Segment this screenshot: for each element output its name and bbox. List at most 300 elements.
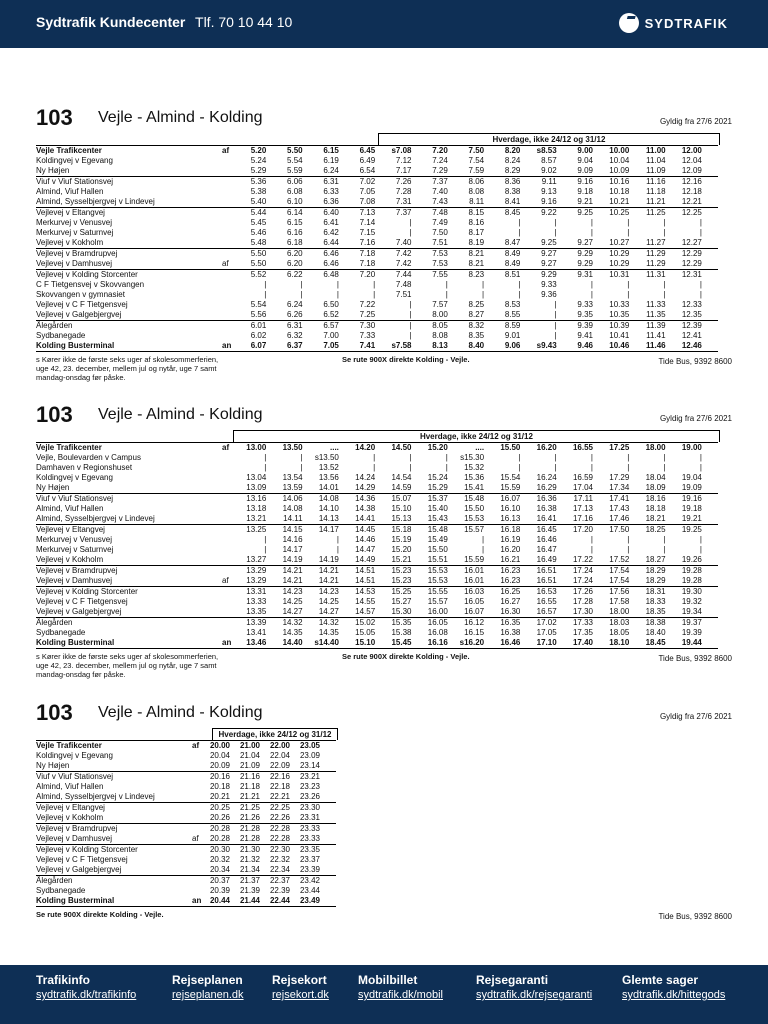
footer-link-rejseplanen[interactable] — [172, 973, 244, 1001]
stop-name: Ny Højen — [36, 166, 70, 175]
departure-time: 15.23 — [391, 566, 412, 575]
departure-time: 20.09 — [209, 761, 230, 770]
departure-time: 9.04 — [577, 156, 593, 165]
departure-time: 15.49 — [427, 535, 448, 544]
departure-time: 9.27 — [541, 259, 557, 268]
departure-time: 22.32 — [269, 855, 290, 864]
departure-time: 8.11 — [469, 197, 485, 206]
route-reference-note: Se rute 900X direkte Kolding - Vejle. — [342, 355, 470, 364]
departure-time: 11.46 — [646, 341, 666, 350]
departure-time: | — [554, 228, 557, 237]
stop-name: Koldingvej v Egevang — [36, 751, 113, 760]
departure-time: 21.00 — [239, 741, 260, 750]
departure-time: 12.21 — [681, 197, 702, 206]
footer-link-mobilbillet[interactable] — [358, 973, 443, 1001]
stop-name: Vejlevej v Bramdrupvej — [36, 249, 118, 258]
timetable-row — [36, 761, 336, 771]
departure-time: s14.40 — [314, 638, 339, 647]
footer-link-rejsegaranti[interactable] — [476, 973, 592, 1001]
departure-time: 14.21 — [282, 566, 303, 575]
departure-time: | — [482, 280, 485, 289]
departure-time: | — [699, 545, 702, 554]
departure-time: 17.41 — [609, 494, 630, 503]
departure-time: 6.22 — [287, 270, 303, 279]
departure-time: 5.29 — [250, 166, 267, 175]
departure-time: 15.21 — [391, 555, 412, 564]
timetable-row — [36, 576, 718, 586]
departure-time: 17.30 — [572, 607, 593, 616]
departure-time: 22.16 — [269, 772, 290, 781]
departure-time: 9.25 — [541, 238, 557, 247]
stop-name: Vejlevej v Kolding Storcenter — [36, 270, 138, 279]
departure-time: 20.04 — [209, 751, 230, 760]
timetable-row — [36, 197, 718, 207]
departure-time: 12.25 — [681, 208, 702, 217]
departure-time: 18.10 — [609, 638, 630, 647]
departure-time: 11.04 — [646, 156, 666, 165]
footer-link-url[interactable]: rejsekort.dk — [272, 989, 329, 1001]
departure-time: 9.41 — [577, 331, 593, 340]
departure-time: 20.28 — [209, 824, 230, 833]
departure-time: 14.11 — [283, 514, 303, 523]
departure-time: 14.59 — [391, 483, 412, 492]
departure-time: 20.34 — [209, 865, 230, 874]
departure-time: 16.23 — [500, 566, 521, 575]
departure-time: 22.34 — [269, 865, 290, 874]
departure-time: 6.37 — [287, 341, 303, 350]
departure-time: 16.59 — [572, 473, 593, 482]
stop-name: Ålegården — [36, 321, 73, 330]
stop-name: C F Tietgensvej v Skovvangen — [36, 280, 145, 289]
stop-name: Vejlevej v Eltangvej — [36, 803, 105, 812]
departure-time: 13.56 — [318, 473, 339, 482]
departure-time: 10.00 — [609, 146, 630, 155]
valid-from: Gyldig fra 27/6 2021 — [659, 117, 732, 126]
departure-time: 16.15 — [464, 628, 485, 637]
departure-time: 15.07 — [391, 494, 412, 503]
departure-time: | — [554, 463, 557, 472]
departure-time: 11.18 — [646, 187, 666, 196]
departure-time: 16.47 — [536, 545, 557, 554]
departure-time: 8.00 — [432, 310, 448, 319]
departure-time: | — [264, 290, 267, 299]
departure-time: 16.45 — [536, 525, 557, 534]
departure-time: 10.33 — [609, 300, 630, 309]
departure-time: 16.01 — [464, 576, 485, 585]
timetable-row — [36, 228, 718, 238]
departure-time: 14.51 — [355, 566, 376, 575]
departure-time: 7.42 — [395, 259, 412, 268]
departure-time: 23.49 — [299, 896, 320, 905]
timetable-row — [36, 280, 718, 290]
departure-time: 17.35 — [572, 628, 593, 637]
customer-center — [36, 14, 292, 30]
departure-time: 16.51 — [536, 576, 557, 585]
departure-time: 16.01 — [464, 566, 485, 575]
departure-time: | — [336, 280, 339, 289]
departure-time: | — [663, 453, 666, 462]
stop-name: Vejlevej v Bramdrupvej — [36, 566, 118, 575]
arrival-departure-marker: an — [222, 341, 232, 350]
departure-time: 22.09 — [269, 761, 290, 770]
departure-time: | — [554, 310, 557, 319]
departure-time: 16.35 — [500, 618, 521, 627]
departure-time: 16.41 — [536, 514, 557, 523]
departure-time: | — [373, 453, 376, 462]
timetable-row — [36, 166, 718, 176]
departure-time: 8.24 — [504, 156, 521, 165]
departure-time: | — [518, 453, 521, 462]
footer-link-title: Glemte sager — [622, 973, 699, 987]
departure-time: 7.18 — [359, 259, 376, 268]
departure-time: 6.10 — [287, 197, 303, 206]
arrival-departure-marker: af — [192, 741, 200, 750]
departure-time: 7.02 — [359, 177, 376, 186]
footer-link-url[interactable]: rejseplanen.dk — [172, 989, 244, 1001]
departure-time: 10.35 — [609, 310, 630, 319]
timetable-row — [36, 331, 718, 341]
departure-time: 15.20 — [427, 443, 448, 452]
departure-time: 15.20 — [391, 545, 412, 554]
departure-time: | — [554, 218, 557, 227]
departure-time: 18.35 — [645, 607, 666, 616]
departure-time: 13.18 — [246, 504, 267, 513]
stop-name: Koldingvej v Egevang — [36, 156, 113, 165]
departure-time: | — [336, 545, 339, 554]
departure-time: 22.26 — [269, 813, 290, 822]
departure-time: 6.42 — [323, 228, 339, 237]
departure-time: 14.01 — [318, 483, 339, 492]
departure-time: 15.18 — [391, 525, 412, 534]
departure-time: | — [518, 228, 521, 237]
route-reference-note: Se rute 900X direkte Kolding - Vejle. — [36, 910, 164, 919]
header-title: Sydtrafik Kundecenter — [36, 14, 186, 30]
departure-time: 9.25 — [577, 208, 593, 217]
departure-time: 5.50 — [250, 259, 267, 268]
footer-link-trafikinfo[interactable] — [36, 973, 136, 1001]
departure-time: 7.13 — [359, 208, 376, 217]
departure-time: 18.38 — [645, 618, 666, 627]
departure-time: 8.06 — [468, 177, 485, 186]
departure-time: 19.18 — [681, 504, 702, 513]
departure-time: 12.39 — [681, 321, 702, 330]
departure-time: | — [590, 228, 593, 237]
departure-time: 17.54 — [609, 566, 630, 575]
departure-time: 14.15 — [282, 525, 303, 534]
departure-time: 6.49 — [359, 156, 376, 165]
footer-link-title: Rejsekort — [272, 973, 327, 987]
departure-time: 17.11 — [573, 494, 593, 503]
departure-time: 19.09 — [681, 483, 702, 492]
departure-time: | — [590, 535, 593, 544]
departure-time: 6.48 — [323, 270, 339, 279]
departure-time: | — [590, 290, 593, 299]
departure-time: | — [699, 453, 702, 462]
departure-time: 7.14 — [359, 218, 376, 227]
departure-time: | — [445, 290, 448, 299]
departure-time: 7.15 — [359, 228, 376, 237]
departure-time: 6.08 — [287, 187, 303, 196]
departure-time: 17.40 — [572, 638, 593, 647]
stop-name: Viuf v Viuf Stationsvej — [36, 177, 114, 186]
departure-time: 6.41 — [323, 218, 339, 227]
departure-time: 8.05 — [432, 321, 448, 330]
departure-time: | — [699, 218, 702, 227]
footer-link-url[interactable]: sydtrafik.dk/rejsegaranti — [476, 989, 593, 1001]
departure-time: 21.21 — [239, 792, 260, 801]
stop-name: Vejle, Boulevarden v Campus — [36, 453, 141, 462]
departure-time: 12.16 — [681, 177, 702, 186]
stop-name: Vejlevej v C F Tietgensvej — [36, 597, 128, 606]
departure-time: | — [518, 280, 521, 289]
departure-time: 10.27 — [609, 238, 630, 247]
timetable-row — [36, 453, 718, 463]
timetable-row — [36, 300, 718, 310]
departure-time: 8.32 — [468, 321, 485, 330]
timetable-row — [36, 638, 718, 648]
departure-time: 5.44 — [250, 208, 267, 217]
departure-time: 14.51 — [355, 576, 376, 585]
departure-time: 7.48 — [432, 208, 448, 217]
departure-time: 20.44 — [209, 896, 230, 905]
departure-time: 7.18 — [359, 249, 376, 258]
departure-time: 16.30 — [500, 607, 521, 616]
departure-time: 16.29 — [536, 483, 557, 492]
departure-time: 18.16 — [645, 494, 666, 503]
departure-time: | — [699, 463, 702, 472]
departure-time: 9.16 — [577, 177, 593, 186]
departure-time: | — [409, 228, 412, 237]
stop-name: Vejlevej v Kokholm — [36, 555, 104, 564]
departure-time: 14.17 — [282, 545, 303, 554]
departure-time: 5.56 — [250, 310, 267, 319]
stop-name: Vejlevej v C F Tietgensvej — [36, 855, 128, 864]
departure-time: 7.20 — [359, 270, 376, 279]
timetable-row — [36, 463, 718, 473]
departure-time: 15.35 — [391, 618, 412, 627]
departure-time: 8.25 — [468, 300, 485, 309]
departure-time: 16.24 — [536, 473, 557, 482]
departure-time: 8.20 — [504, 146, 521, 155]
departure-time: 7.12 — [395, 156, 412, 165]
departure-time: 16.21 — [500, 555, 521, 564]
departure-time: | — [409, 463, 412, 472]
departure-time: 19.39 — [681, 628, 702, 637]
stop-name: Vejlevej v Kolding Storcenter — [36, 845, 138, 854]
timetable-row — [36, 607, 718, 617]
departure-time: 22.18 — [269, 782, 290, 791]
departure-time: 12.00 — [681, 146, 702, 155]
departure-time: 15.38 — [391, 628, 412, 637]
stop-name: Vejle Trafikcenter — [36, 741, 102, 750]
departure-time: 5.59 — [287, 166, 303, 175]
departure-time: 23.05 — [299, 741, 320, 750]
departure-time: 7.16 — [359, 238, 376, 247]
valid-from: Gyldig fra 27/6 2021 — [659, 712, 732, 721]
departure-time: 14.55 — [355, 597, 376, 606]
departure-time: 14.29 — [355, 483, 376, 492]
departure-time: 7.17 — [395, 166, 412, 175]
departure-time: 9.33 — [541, 280, 557, 289]
departure-time: 15.51 — [427, 555, 448, 564]
departure-time: 17.25 — [609, 443, 630, 452]
departure-time: | — [373, 463, 376, 472]
departure-time: 6.31 — [287, 321, 303, 330]
departure-time: 8.08 — [432, 331, 448, 340]
timetable-row — [36, 844, 336, 855]
departure-time: 7.28 — [395, 187, 412, 196]
departure-time: 15.59 — [464, 555, 485, 564]
departure-time: | — [264, 453, 267, 462]
arrival-departure-marker: af — [222, 576, 229, 585]
departure-time: 23.21 — [299, 772, 320, 781]
timetable-row — [36, 782, 336, 792]
departure-time: 12.04 — [681, 156, 702, 165]
departure-time: 17.20 — [572, 525, 593, 534]
departure-time: 14.25 — [282, 597, 303, 606]
departure-time: | — [590, 453, 593, 462]
departure-time: 14.38 — [355, 504, 376, 513]
departure-time: .... — [475, 443, 485, 452]
departure-time: 15.53 — [427, 576, 448, 585]
footer-link-url[interactable]: sydtrafik.dk/hittegods — [622, 989, 726, 1001]
departure-time: 13.33 — [246, 597, 267, 606]
timetable-row — [36, 545, 718, 555]
departure-time: | — [300, 463, 303, 472]
footer-link-url[interactable]: sydtrafik.dk/mobil — [358, 989, 443, 1001]
departure-time: 6.46 — [323, 249, 339, 258]
departure-time: 12.33 — [681, 300, 702, 309]
departure-time: 5.54 — [287, 156, 303, 165]
timetable-row — [36, 176, 718, 187]
departure-time: 6.14 — [287, 208, 303, 217]
departure-time: 14.08 — [282, 504, 303, 513]
departure-time: 5.45 — [250, 218, 267, 227]
stop-name: Almind, Viuf Hallen — [36, 782, 104, 791]
departure-time: 7.00 — [323, 331, 339, 340]
departure-time: | — [627, 228, 630, 237]
day-type-header: Hverdage, ikke 24/12 og 31/12 — [378, 133, 720, 145]
departure-time: 14.23 — [282, 587, 303, 596]
departure-time: 7.42 — [395, 249, 412, 258]
departure-time: 17.52 — [609, 555, 630, 564]
departure-time: | — [590, 280, 593, 289]
departure-time: | — [264, 280, 267, 289]
departure-time: | — [590, 545, 593, 554]
departure-time: 14.16 — [282, 535, 303, 544]
stop-name: Almind, Viuf Hallen — [36, 187, 104, 196]
footer-link-url[interactable]: sydtrafik.dk/trafikinfo — [36, 989, 137, 1001]
departure-time: 15.54 — [500, 473, 521, 482]
departure-time: | — [590, 463, 593, 472]
departure-time: 10.41 — [609, 331, 630, 340]
departure-time: 17.56 — [609, 587, 630, 596]
departure-time: 21.18 — [239, 782, 260, 791]
departure-time: 15.55 — [427, 587, 448, 596]
departure-time: 7.49 — [432, 218, 448, 227]
footer-link-glemte-sager[interactable] — [622, 973, 725, 1001]
departure-time: 12.18 — [681, 187, 702, 196]
departure-time: 16.49 — [536, 555, 557, 564]
departure-time: 8.55 — [504, 310, 521, 319]
departure-time: s7.58 — [391, 341, 412, 350]
departure-time: 22.39 — [269, 886, 290, 895]
departure-time: 23.26 — [299, 792, 320, 801]
timetable-row — [36, 310, 718, 320]
departure-time: 6.16 — [287, 228, 303, 237]
timetable-row — [36, 248, 718, 259]
departure-time: | — [699, 280, 702, 289]
departure-time: 6.36 — [323, 197, 339, 206]
departure-time: 7.29 — [432, 166, 448, 175]
departure-time: | — [264, 545, 267, 554]
departure-time: 5.36 — [250, 177, 267, 186]
stop-name: Almind, Sysselbjergvej v Lindevej — [36, 197, 155, 206]
departure-time: 15.23 — [391, 576, 412, 585]
departure-time: 9.21 — [577, 197, 593, 206]
departure-time: 23.37 — [299, 855, 320, 864]
timetable-grid — [36, 740, 336, 907]
departure-time: 17.13 — [572, 504, 593, 513]
footer-link-rejsekort[interactable] — [272, 973, 329, 1001]
departure-time: 15.30 — [391, 607, 412, 616]
timetable-row — [36, 751, 336, 761]
timetable-grid — [36, 145, 718, 352]
departure-time: 8.57 — [541, 156, 557, 165]
departure-time: 10.21 — [609, 197, 630, 206]
departure-time: 19.37 — [681, 618, 702, 627]
departure-time: 11.31 — [646, 270, 666, 279]
departure-time: 13.52 — [318, 463, 339, 472]
departure-time: 6.46 — [323, 259, 339, 268]
departure-time: 6.33 — [323, 187, 339, 196]
departure-time: 20.32 — [209, 855, 230, 864]
departure-time: 6.19 — [323, 156, 339, 165]
departure-time: 16.05 — [427, 618, 448, 627]
departure-time: 20.39 — [209, 886, 230, 895]
departure-time: 7.54 — [468, 156, 485, 165]
departure-time: 16.53 — [536, 587, 557, 596]
departure-time: 13.41 — [246, 628, 267, 637]
timetable-row — [36, 269, 718, 280]
departure-time: | — [627, 280, 630, 289]
departure-time: 11.21 — [646, 197, 666, 206]
departure-time: 16.12 — [464, 618, 485, 627]
departure-time: 14.21 — [318, 576, 339, 585]
timetable-row — [36, 771, 336, 782]
departure-time: 9.29 — [577, 259, 593, 268]
departure-time: 15.24 — [427, 473, 448, 482]
departure-time: 19.28 — [681, 566, 702, 575]
departure-time: 23.35 — [299, 845, 320, 854]
departure-time: 16.03 — [464, 587, 485, 596]
departure-time: 19.32 — [681, 597, 702, 606]
departure-time: 7.53 — [432, 249, 448, 258]
departure-time: 9.11 — [541, 177, 557, 186]
departure-time: 9.16 — [541, 197, 557, 206]
operator-info: Tide Bus, 9392 8600 — [658, 912, 732, 921]
departure-time: 15.19 — [391, 535, 412, 544]
departure-time: 9.22 — [541, 208, 557, 217]
sydtrafik-logo-icon — [619, 13, 639, 33]
departure-time: 15.10 — [355, 638, 376, 647]
departure-time: | — [518, 290, 521, 299]
timetable-row — [36, 493, 718, 504]
departure-time: 17.58 — [609, 597, 630, 606]
timetable-section — [36, 105, 732, 382]
stop-name: Vejlevej v Eltangvej — [36, 208, 105, 217]
departure-time: 7.31 — [395, 197, 412, 206]
